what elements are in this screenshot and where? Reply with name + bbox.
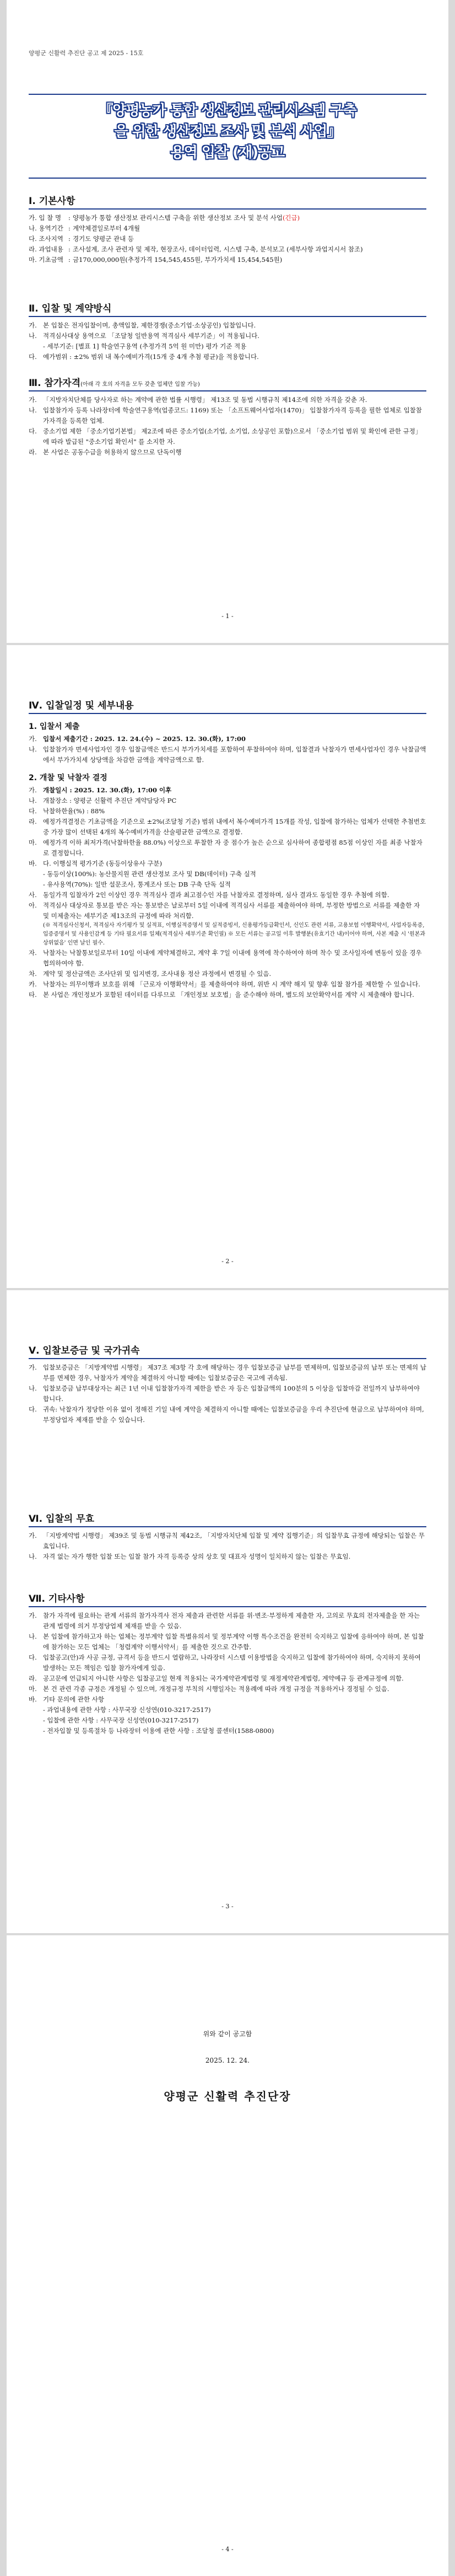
item-marker: 마.: [29, 1685, 37, 1693]
item-text: 입찰서 제출기간 : 2025. 12. 24.(수) ~ 2025. 12. 30.(화), 17:00: [43, 735, 246, 743]
info-colon: :: [68, 214, 71, 222]
info-value: [73, 255, 426, 265]
item-text: 귀속: 낙찰자가 정당한 이유 없이 정해진 기일 내에 계약을 체결하지 아니할 때에는 입찰보증금을 우리 추진단에 현금으로 납부하여야 하며, 부정당업자 제재를 받을 수 있습니다.: [43, 1405, 424, 1424]
title-line-1: 『양평농가 통합 생산정보 관리시스템 구축: [99, 103, 356, 119]
item-text: 적격심사 대상자로 통보를 받은 자는 통보받은 날로부터 5일 이내에 적격심사 서류를 제출하여야 하며, 부정한 방법으로 서류를 제출한 자 및 미제출자는 세부기준 제13조의 규정에 따라 처리함.: [43, 901, 420, 920]
item-text: 공고문에 언급되지 아니한 사항은 입찰공고일 현재 적용되는 국가계약관계법령 및 재정계약관계법령, 계약예규 등 관계규정에 의함.: [43, 1675, 404, 1682]
info-value-text: 금170,000,000원(추정가격 154,545,455원, 부가가치세 15,454,545원): [73, 256, 283, 264]
item-text: 본 입찰은 전자입찰이며, 총액입찰, 제한경쟁(중소기업·소상공인) 입찰입니다.: [43, 321, 256, 329]
subheading-submission: 1. 입찰서 제출: [29, 722, 80, 731]
item-text: 다. 이행실적 평가기준 (동등이상유사 구분): [43, 860, 162, 867]
item-marker: 사.: [29, 891, 37, 899]
list-item: [29, 879, 426, 890]
item-text: 자격 없는 자가 행한 입찰 또는 입찰 참가 자격 등록증 상의 상호 및 대표자 성명이 일치하지 않는 입찰은 무효임.: [43, 1553, 351, 1560]
item-text: 입찰참가자 등록 나라장터에 학술연구용역(업종코드: 1169) 또는 「소프트웨어사업자(1470)」 입찰참가자격 등록을 필한 업체로 입찰참가자격을 등록한 업체.: [43, 406, 422, 425]
page-1: [7, 0, 448, 643]
info-key: 라. 과업내용: [29, 245, 63, 253]
item-marker: 가.: [29, 1364, 37, 1371]
list-item: [29, 858, 426, 869]
list-item: [29, 1362, 426, 1383]
title-line-3: 용역 입찰 (재)공고: [170, 144, 285, 161]
list-item: [29, 1531, 426, 1552]
list-item: [29, 1673, 426, 1684]
section-invalid-bids: [29, 1511, 426, 1562]
info-value-text: 양평농가 통합 생산정보 관리시스템 구축을 위한 생산정보 조사 및 분석 사업: [73, 214, 283, 222]
info-key: 가. 입 찰 명: [29, 214, 62, 222]
item-text: 낙찰하한율(%) : 88%: [43, 807, 105, 815]
section-basic-info: [29, 193, 426, 265]
list-item: [29, 806, 426, 817]
item-marker: 라.: [29, 1675, 37, 1682]
page-2: [7, 645, 448, 1288]
info-colon: :: [68, 235, 71, 243]
subheading-opening: 2. 개찰 및 낙찰자 결정: [29, 774, 107, 782]
list-item: [29, 341, 426, 352]
item-marker: 카.: [29, 980, 37, 988]
item-marker: 차.: [29, 970, 37, 978]
item-text: 개찰일시 : 2025. 12. 30.(화), 17:00 이후: [43, 786, 172, 794]
info-key: 다. 조사지역: [29, 235, 63, 243]
item-marker: 나.: [29, 1553, 37, 1560]
item-marker: 바.: [29, 1695, 37, 1703]
item-marker: 나.: [29, 332, 37, 340]
info-colon: :: [68, 256, 71, 264]
list-item: [29, 890, 426, 900]
heading-note: (아래 각 호의 자격을 모두 갖춘 업체만 입찰 가능): [80, 382, 200, 388]
item-marker: 가.: [29, 321, 37, 329]
notice-title: [29, 94, 426, 179]
item-text: 중소기업 제한 「중소기업기본법」 제2조에 따른 중소기업(소기업, 소기업, 소상공인 포함)으로서 「중소기업 범위 및 확인에 관한 규정」에 따라 발급된 "중소기업 확인서" 를 소지한 자.: [43, 427, 422, 446]
item-marker: 바.: [29, 860, 37, 867]
item-text: 입찰보증금 납부대상자는 최근 1년 이내 입찰참가자격 제한을 받은 자 등은 입찰금액의 100분의 5 이상을 입찰마감 전일까지 납부하여야 합니다.: [43, 1384, 420, 1403]
info-row: [29, 213, 426, 223]
list-item: [29, 1383, 426, 1404]
list-item: [29, 405, 426, 426]
heading-text: Ⅲ. 참가자격: [29, 378, 81, 389]
info-value: [73, 223, 426, 234]
list-item: [29, 1632, 426, 1652]
item-marker: 나.: [29, 745, 37, 753]
list-item: [29, 331, 426, 341]
item-text: 입찰보증금은 「지방계약법 시행령」 제37조 제3항 각 호에 해당하는 경우 입찰보증금 납부를 면제하며, 입찰보증금의 납부 또는 면제의 납부를 면제한 경우, 낙찰자가 계약을 체결하지 아니할 때에는 입찰보증금은 국고에 귀속됨.: [43, 1364, 426, 1382]
item-text: 개찰장소 : 양평군 신활력 추진단 계약담당자 PC: [43, 797, 177, 804]
item-text: 본 사업은 공동수급을 허용하지 않으므로 단독이행: [43, 448, 182, 456]
item-marker: 타.: [29, 991, 37, 999]
list-item: [29, 1404, 426, 1425]
section-schedule: [29, 697, 426, 1000]
list-item: [29, 395, 426, 405]
section-heading: Ⅰ. 기본사항: [29, 193, 426, 210]
closing-statement: 위와 같이 공고함: [203, 2030, 252, 2038]
info-row: [29, 234, 426, 244]
list-item: [29, 1694, 426, 1705]
item-marker: 라.: [29, 448, 37, 456]
info-key: 나. 용역기간: [29, 224, 63, 232]
list-item: [29, 900, 426, 921]
section-heading: Ⅳ. 입찰일정 및 세부내용: [29, 697, 426, 714]
list-item: [29, 1726, 426, 1736]
item-marker: 가.: [29, 1532, 37, 1539]
list-item: [29, 447, 426, 458]
item-marker: 마.: [29, 839, 37, 846]
page-3: [7, 1290, 448, 1933]
list-item: [29, 1552, 426, 1562]
item-text: 예정가격 이하 최저가격(낙찰하한율 88.0%) 이상으로 투찰한 자 중 점수가 높은 순으로 심사하여 종합평점 85점 이상인 자를 최종 낙찰자로 결정합니다.: [43, 839, 422, 857]
section-other: [29, 1591, 426, 1736]
list-item: [29, 969, 426, 979]
list-item: [29, 1652, 426, 1673]
item-text: 기타 문의에 관한 사항: [43, 1695, 104, 1703]
list-item: [29, 320, 426, 331]
item-text: - 동등이상(100%): 농산물지원 관련 생산정보 조사 및 DB(데이터) 구축 실적: [43, 870, 256, 878]
section-heading: Ⅵ. 입찰의 무효: [29, 1511, 426, 1527]
info-value: [73, 234, 426, 244]
item-text: - 세부기준: [별표 1] 학술연구용역 (추정가격 5억 원 미만) 평가 기준 적용: [43, 342, 247, 350]
page-number: - 3 -: [221, 1903, 234, 1910]
list-item: [29, 948, 426, 969]
item-text: 본 입찰에 참가하고자 하는 업체는 정부계약 입찰 특별유의서 및 정부계약 이행 특수조건을 완전히 숙지하고 입찰에 응하여야 하며, 본 입찰에 참가하는 모든 업체는 「청렴계약 이행서약서」를 제출한 것으로 간주함.: [43, 1633, 424, 1651]
info-key: 마. 기초금액: [29, 256, 63, 264]
document-number: 양평군 신활력 추진단 공고 제 2025 - 15호: [29, 50, 144, 57]
info-colon: :: [68, 224, 71, 232]
item-text: 입찰공고(안)과 사공 규정, 규격서 등을 반드시 열람하고, 나라장터 시스템 이용방법을 숙지하고 입찰에 참가하여야 하며, 숙지하지 못하여 발생하는 모든 책임은 입찰 참가자에게 있음.: [43, 1654, 421, 1672]
list-item: [29, 352, 426, 362]
info-value-text: 계약체결일로부터 4개월: [73, 224, 140, 232]
item-marker: 나.: [29, 797, 37, 804]
list-item: [29, 426, 426, 447]
section-deposit: [29, 1343, 426, 1425]
item-text: 본 건 관련 각종 규정은 개정될 수 있으며, 개정규정 부칙의 시행일자는 적용례에 따라 개정 규정을 적용하거나 경정될 수 있음.: [43, 1685, 389, 1693]
section-heading: Ⅴ. 입찰보증금 및 국가귀속: [29, 1343, 426, 1359]
item-marker: 다.: [29, 427, 37, 435]
item-text: (※ 적격심사신청서, 적격심사 자기평가 및 실적표, 이행실적증명서 및 실적증빙서, 신용평가등급확인서, 신인도 관련 서류, 고용보험 이행확약서, 사업자등록증, 입증증명서 및 사용인감계 등 기타 필요서류 일체(적격심사 세부기준 확인필) ※ 모든 서류는 공고일 이후 발행분(유효기간 내)이어야 하며, 사본 제출 시 '원본과 상위없음' 인면 날인 필수.: [43, 922, 426, 946]
item-marker: 다.: [29, 1405, 37, 1413]
list-item: [29, 734, 426, 744]
info-colon: :: [68, 245, 71, 253]
item-text: 낙찰자는 낙찰통보일로부터 10일 이내에 계약체결하고, 계약 후 7일 이내에 용역에 착수하여야 하며 착수 및 조사일자에 변동이 있을 경우 협의하여야 함.: [43, 949, 422, 967]
section-heading: Ⅶ. 기타사항: [29, 1591, 426, 1607]
item-marker: 자.: [29, 949, 37, 957]
item-text: 예가범위 : ±2% 범위 내 복수예비가격(15개 중 4개 추첨 평균)을 적용합니다.: [43, 353, 259, 361]
item-marker: 다.: [29, 1654, 37, 1661]
info-row: [29, 244, 426, 255]
list-item: [29, 785, 426, 796]
info-value: [73, 244, 426, 255]
item-marker: 가.: [29, 396, 37, 404]
info-value-text: 경기도 양평군 관내 등: [73, 235, 134, 243]
info-row: [29, 223, 426, 234]
page-number: - 2 -: [221, 1258, 234, 1265]
title-line-2: 을 위한 생산정보 조사 및 분석 사업』: [114, 124, 341, 140]
info-value-text: 조사설계, 조사 관련자 및 제작, 현장조사, 데이터입력, 시스템 구축, 분석보고 (세부사항 과업지시서 참조): [73, 245, 363, 253]
section-heading: [29, 375, 426, 391]
item-text: - 전자입찰 및 등록절차 등 나라장터 이용에 관한 사항 : 조달청 콜센터(1588-0800): [43, 1727, 274, 1735]
item-text: 입찰참가자 면세사업자인 경우 입찰금액은 반드시 부가가치세를 포함하여 투찰하여야 하며, 입찰결과 낙찰자가 면세사업자인 경우 낙찰금액에서 부가가치세 상당액을 차감한 금액을 계약금액으로 함.: [43, 745, 426, 764]
item-marker: 다.: [29, 807, 37, 815]
item-marker: 나.: [29, 406, 37, 414]
item-text: - 입찰에 관한 사항 : 사무국장 신성연(010-3217-2517): [43, 1716, 199, 1724]
item-text: 계약 및 정산금액은 조사단위 및 입지변경, 조사내용 정산 과정에서 변경될 수 있음.: [43, 970, 272, 978]
list-item: [29, 838, 426, 858]
list-item: [29, 1684, 426, 1694]
urgent-tag: (긴급): [282, 214, 300, 222]
closing-date: 2025. 12. 24.: [205, 2057, 250, 2064]
item-text: 「지방자치단체를 당사자로 하는 계약에 관한 법률 시행령」 제13조 및 동법 시행규칙 제14조에 의한 자격을 갖춘 자.: [43, 396, 367, 404]
item-text: 적격심사대상 용역으로 「조달청 일반용역 적격심사 세부기준」이 적용됩니다.: [43, 332, 259, 340]
section-eligibility: [29, 375, 426, 458]
list-item: [29, 817, 426, 838]
item-text: 「지방계약법 시행령」 제39조 및 동법 시행규칙 제42조, 「지방자치단체 입찰 및 계약 집행기준」의 입찰무효 규정에 해당되는 입찰은 무효입니다.: [43, 1532, 425, 1550]
list-item: [29, 990, 426, 1000]
list-item: [29, 1611, 426, 1632]
item-marker: 나.: [29, 1384, 37, 1392]
item-text: 참가 자격에 필요하는 관계 서류의 참가자격사 전자 제출과 관련한 서류를 위·변조·부정하게 제출한 자, 고의로 무효의 전자제출을 한 자는 관계 법령에 의거 부정당업제 제재를 받을 수 있음.: [43, 1612, 420, 1630]
page-number: - 1 -: [221, 613, 234, 620]
item-text: 예정가격결정은 기초금액을 기준으로 ±2%(조달청 기준) 범위 내에서 복수예비가격 15개를 작성, 입찰에 참가하는 업체가 선택한 추첨번호 중 가장 많이 선택된 4개의 복수예비가격을 산술평균한 금액으로 결정함.: [43, 818, 426, 836]
list-item: [29, 796, 426, 806]
list-item: [29, 921, 426, 948]
list-item: [29, 744, 426, 765]
item-text: - 과업내용에 관한 사항 : 사무국장 신성연(010-3217-2517): [43, 1706, 211, 1714]
issuer-name: 양평군 신활력 추진단장: [164, 2090, 291, 2103]
item-marker: 다.: [29, 353, 37, 361]
item-text: 동일가격 입찰자가 2인 이상인 경우 적격심사 결과 최고점수인 자를 낙찰자로 결정하며, 심사 결과도 동일한 경우 추첨에 의함.: [43, 891, 389, 899]
page-4: [7, 1935, 448, 2576]
item-marker: 나.: [29, 1633, 37, 1640]
item-text: 낙찰자는 의무이행과 보호를 위해 「근로자 이행확약서」를 제출하여야 하며, 위반 시 계약 해지 및 향후 입찰 참가를 제한할 수 있습니다.: [43, 980, 420, 988]
list-item: [29, 1715, 426, 1726]
item-text: - 유사용역(70%): 일반 설문조사, 통계조사 또는 DB 구축 단독 실적: [43, 881, 231, 888]
info-value: [73, 213, 426, 223]
item-marker: 가.: [29, 1612, 37, 1619]
item-text: 본 사업은 개인정보가 포함된 데이터를 다루므로 「개인정보 보호법」을 준수해야 하며, 별도의 보안확약서를 계약 시 제출해야 합니다.: [43, 991, 414, 999]
item-marker: 아.: [29, 901, 37, 909]
page-number: - 4 -: [221, 2546, 234, 2553]
list-item: [29, 869, 426, 879]
list-item: [29, 1705, 426, 1715]
item-marker: 가.: [29, 786, 37, 794]
item-marker: 라.: [29, 818, 37, 825]
list-item: [29, 979, 426, 990]
item-marker: 가.: [29, 735, 37, 743]
info-row: [29, 255, 426, 265]
section-heading: Ⅱ. 입찰 및 계약방식: [29, 300, 426, 317]
section-bid-method: [29, 300, 426, 362]
